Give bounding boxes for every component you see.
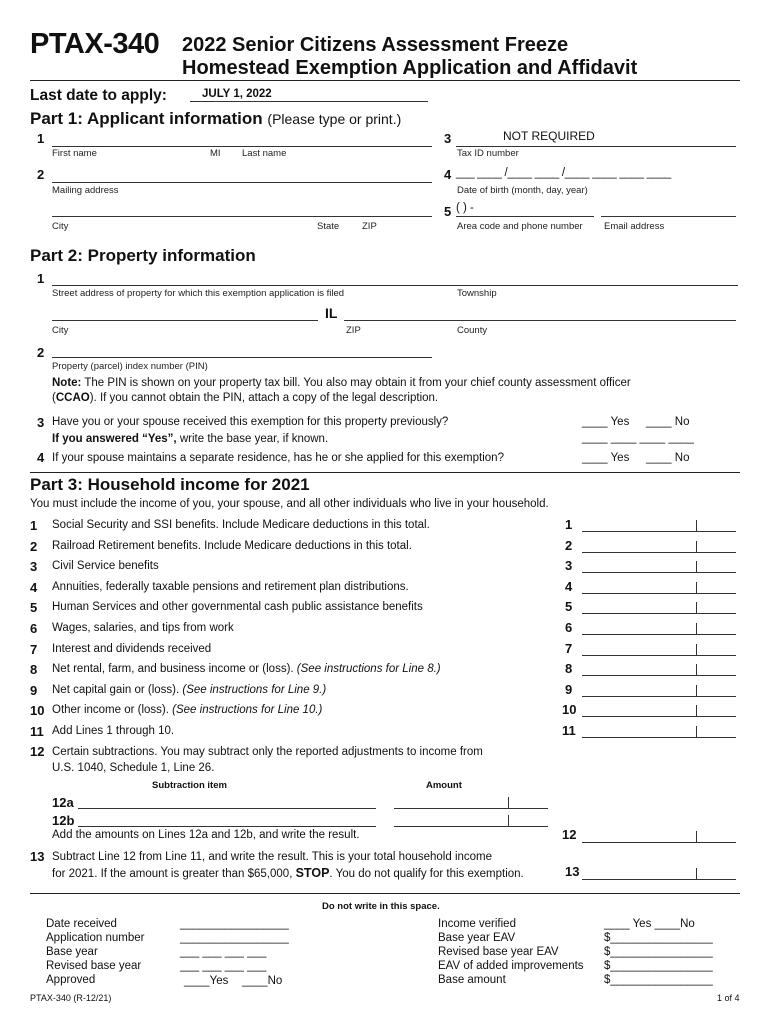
income-line-number: 1 — [30, 518, 38, 533]
income-line-text — [52, 540, 412, 552]
phone-field[interactable] — [456, 216, 594, 217]
income-line-instruction: (See instructions for Line 9.) — [182, 684, 327, 696]
income-line-amount-field[interactable] — [582, 655, 736, 656]
city-state-zip-field[interactable] — [52, 216, 432, 217]
income-line-right-number: 6 — [565, 620, 573, 635]
amount-header: Amount — [426, 780, 462, 791]
cents-separator — [696, 868, 697, 880]
p1-line1-number: 1 — [37, 131, 45, 146]
income-line-right-number: 8 — [565, 661, 573, 676]
income-line-text — [52, 684, 326, 696]
income-line-amount-field[interactable] — [582, 572, 736, 573]
cents-separator — [508, 797, 509, 809]
pin-note-line1: Note: The PIN is shown on your property tax bill. You also may obtain it from your chief county assessment officer — [52, 377, 631, 389]
line13-text1: Subtract Line 12 from Line 11, and write the result. This is your total household income — [52, 851, 493, 863]
p2-line2-number: 2 — [37, 345, 45, 360]
base-amount-field[interactable]: $________________ — [604, 974, 713, 986]
p2-line3-number: 3 — [37, 415, 45, 430]
income-line-right-number: 10 — [562, 702, 577, 717]
application-number-field[interactable]: _________________ — [180, 932, 289, 944]
q3-base-year-text: If you answered “Yes”, write the base year, if known. — [52, 433, 329, 445]
cents-separator — [696, 644, 697, 656]
q4-yes[interactable]: ____ Yes — [582, 452, 630, 464]
income-line-right-number: 3 — [565, 558, 573, 573]
income-line-text — [52, 560, 159, 572]
line12b-amount-field[interactable] — [394, 826, 548, 827]
city-label: City — [52, 221, 69, 232]
income-line-amount-field[interactable] — [582, 593, 736, 594]
income-line-text — [52, 519, 430, 531]
income-line-text — [52, 643, 211, 655]
dob-label: Date of birth (month, day, year) — [457, 185, 588, 196]
income-line-number: 4 — [30, 580, 38, 595]
last-name-label: Last name — [242, 148, 287, 159]
office-base-amount: Base amount — [438, 974, 506, 986]
q4-text: If your spouse maintains a separate residence, has he or she applied for this exemption? — [52, 452, 504, 464]
date-received-field[interactable]: _________________ — [180, 918, 289, 930]
phone-template: ( ) - — [456, 202, 474, 214]
office-income-verified: Income verified — [438, 918, 516, 930]
p1-line3-number: 3 — [444, 131, 452, 146]
revised-base-year-field[interactable]: ___ ___ ___ ___ — [180, 960, 267, 972]
line12-text2: U.S. 1040, Schedule 1, Line 26. — [52, 762, 215, 774]
add-12-text: Add the amounts on Lines 12a and 12b, and write the result. — [52, 829, 360, 841]
subtraction-item-header: Subtraction item — [152, 780, 227, 791]
street-address-label: Street address of property for which this exemption application is filed — [52, 288, 345, 299]
income-line-text — [52, 663, 441, 675]
office-approved: Approved — [46, 974, 96, 986]
cents-separator — [696, 602, 697, 614]
income-line-amount-field[interactable] — [582, 552, 736, 553]
income-line-number: 11 — [30, 724, 44, 739]
office-use-heading: Do not write in this space. — [322, 901, 440, 912]
office-date-received: Date received — [46, 918, 117, 930]
line12a-item-field[interactable] — [78, 808, 376, 809]
dob-field[interactable]: ___ ____ /____ ____ /____ ____ ____ ____ — [456, 167, 672, 179]
zip-label: ZIP — [362, 221, 377, 232]
cents-separator — [696, 541, 697, 553]
last-date-field[interactable] — [190, 101, 428, 102]
property-zip-label: ZIP — [346, 325, 361, 336]
revised-eav-field[interactable]: $________________ — [604, 946, 713, 958]
approved-yes[interactable]: ____Yes — [184, 975, 229, 987]
part1-heading: Part 1: Applicant information (Please type or print.) — [30, 109, 402, 128]
form-title-line1: 2022 Senior Citizens Assessment Freeze — [182, 34, 569, 56]
office-base-year-eav: Base year EAV — [438, 932, 516, 944]
cents-separator — [696, 664, 697, 676]
page-number: 1 of 4 — [717, 993, 740, 1003]
income-line-description: Annuities, federally taxable pensions and retirement plan distributions. — [52, 581, 409, 593]
cents-separator — [696, 726, 697, 738]
income-line-text — [52, 601, 423, 613]
q3-yes[interactable]: ____ Yes — [582, 416, 630, 428]
first-name-label: First name — [52, 148, 97, 159]
mailing-address-label: Mailing address — [52, 185, 119, 196]
last-date-value: JULY 1, 2022 — [202, 88, 272, 100]
line13-result-number: 13 — [565, 864, 580, 879]
income-line-amount-field[interactable] — [582, 716, 736, 717]
income-line-amount-field[interactable] — [582, 696, 736, 697]
income-line-description: Net capital gain or (loss). — [52, 684, 183, 696]
line12-text1: Certain subtractions. You may subtract only the reported adjustments to income from — [52, 746, 483, 758]
pin-note-line2: (CCAO). If you cannot obtain the PIN, attach a copy of the legal description. — [52, 392, 439, 404]
line12a-amount-field[interactable] — [394, 808, 548, 809]
zip-county-field[interactable] — [344, 320, 736, 321]
line12-number: 12 — [30, 744, 45, 759]
mi-label: MI — [210, 148, 221, 159]
header-rule — [30, 80, 740, 81]
pin-field[interactable] — [52, 357, 432, 358]
income-line-description: Wages, salaries, and tips from work — [52, 622, 234, 634]
mailing-address-field[interactable] — [52, 182, 432, 183]
income-line-number: 8 — [30, 662, 38, 677]
pin-label: Property (parcel) index number (PIN) — [52, 361, 208, 372]
p2-line4-number: 4 — [37, 450, 45, 465]
approved-no[interactable]: ____No — [242, 975, 283, 987]
office-base-year-field[interactable]: ___ ___ ___ ___ — [180, 946, 267, 958]
income-line-description: Net rental, farm, and business income or (loss). — [52, 663, 297, 675]
phone-label: Area code and phone number — [457, 221, 583, 232]
income-line-number: 2 — [30, 539, 38, 554]
last-date-label: Last date to apply: — [30, 87, 167, 104]
income-line-number: 7 — [30, 642, 38, 657]
income-line-description: Interest and dividends received — [52, 643, 212, 655]
income-line-text — [52, 581, 409, 593]
income-line-description: Railroad Retirement benefits. Include Medicare deductions in this total. — [52, 540, 412, 552]
income-line-text — [52, 622, 234, 634]
income-line-description: Add Lines 1 through 10. — [52, 725, 175, 737]
il-label: IL — [325, 305, 338, 321]
income-line-amount-field[interactable] — [582, 737, 736, 738]
income-line-description: Social Security and SSI benefits. Include Medicare deductions in this total. — [52, 519, 430, 531]
income-line-instruction: (See instructions for Line 10.) — [172, 704, 323, 716]
added-improvements-field[interactable]: $________________ — [604, 960, 713, 972]
income-line-right-number: 9 — [565, 682, 573, 697]
income-line-right-number: 5 — [565, 599, 573, 614]
form-number: PTAX-340 — [30, 28, 160, 60]
cents-separator — [508, 815, 509, 827]
cents-separator — [696, 520, 697, 532]
q3-no[interactable]: ____ No — [646, 416, 690, 428]
income-line-number: 9 — [30, 683, 38, 698]
form-revision: PTAX-340 (R-12/21) — [30, 993, 112, 1003]
q4-no[interactable]: ____ No — [646, 452, 690, 464]
email-field[interactable] — [601, 216, 736, 217]
part3-intro: You must include the income of you, your spouse, and all other individuals who live in your household. — [30, 498, 549, 510]
form-title-line2: Homestead Exemption Application and Affidavit — [182, 57, 638, 79]
income-line-number: 10 — [30, 703, 45, 718]
base-year-field[interactable]: ____ ____ ____ ____ — [582, 432, 694, 444]
p1-line5-number: 5 — [444, 204, 452, 219]
income-line-right-number: 7 — [565, 641, 573, 656]
cents-separator — [696, 623, 697, 635]
cents-separator — [696, 705, 697, 717]
property-address-field[interactable] — [52, 285, 738, 286]
line12a-number: 12a — [52, 795, 74, 810]
township-label: Township — [457, 288, 497, 299]
income-line-description: Other income or (loss). — [52, 704, 173, 716]
part2-heading: Part 2: Property information — [30, 246, 256, 265]
office-revised-base-year-eav: Revised base year EAV — [438, 946, 559, 958]
cents-separator — [696, 831, 697, 843]
income-line-right-number: 2 — [565, 538, 573, 553]
email-label: Email address — [604, 221, 665, 232]
line12-amount-field[interactable] — [582, 842, 736, 843]
part3-heading: Part 3: Household income for 2021 — [30, 475, 310, 494]
income-line-right-number: 11 — [562, 723, 576, 738]
office-rule — [30, 893, 740, 894]
line12b-number: 12b — [52, 813, 75, 828]
not-required-text: NOT REQUIRED — [503, 129, 595, 143]
property-city-field[interactable] — [52, 320, 318, 321]
income-line-description: Civil Service benefits — [52, 560, 159, 572]
line13-text2: for 2021. If the amount is greater than $65,000, STOP. You do not qualify for this exemption. — [52, 866, 524, 880]
income-line-number: 6 — [30, 621, 38, 636]
income-line-amount-field[interactable] — [582, 634, 736, 635]
income-line-instruction: (See instructions for Line 8.) — [296, 663, 441, 675]
base-year-eav-field[interactable]: $________________ — [604, 932, 713, 944]
tax-id-label: Tax ID number — [457, 148, 519, 159]
income-line-number: 5 — [30, 600, 38, 615]
state-label: State — [317, 221, 340, 232]
income-line-amount-field[interactable] — [582, 531, 736, 532]
income-line-description: Human Services and other governmental cash public assistance benefits — [52, 601, 423, 613]
p2-line1-number: 1 — [37, 271, 45, 286]
income-line-amount-field[interactable] — [582, 613, 736, 614]
line12-result-number: 12 — [562, 827, 577, 842]
county-label: County — [457, 325, 488, 336]
line13-amount-field[interactable] — [582, 879, 736, 880]
property-city-label: City — [52, 325, 69, 336]
income-line-number: 3 — [30, 559, 38, 574]
p1-line2-number: 2 — [37, 167, 45, 182]
income-line-right-number: 1 — [565, 517, 573, 532]
income-line-text — [52, 725, 174, 737]
office-revised-base-year: Revised base year — [46, 960, 142, 972]
name-field[interactable] — [52, 146, 432, 147]
tax-id-field[interactable] — [456, 146, 736, 147]
q3-text: Have you or your spouse received this exemption for this property previously? — [52, 416, 449, 428]
line13-number: 13 — [30, 849, 45, 864]
income-verified-field[interactable]: ____ Yes ____No — [604, 918, 695, 930]
cents-separator — [696, 561, 697, 573]
office-base-year: Base year — [46, 946, 98, 958]
office-eav-added-improvements: EAV of added improvements — [438, 960, 584, 972]
part3-rule — [30, 472, 740, 473]
line12b-item-field[interactable] — [78, 826, 376, 827]
office-application-number: Application number — [46, 932, 145, 944]
cents-separator — [696, 685, 697, 697]
cents-separator — [696, 582, 697, 594]
income-line-amount-field[interactable] — [582, 675, 736, 676]
income-line-text — [52, 704, 322, 716]
p1-line4-number: 4 — [444, 167, 452, 182]
income-line-right-number: 4 — [565, 579, 573, 594]
